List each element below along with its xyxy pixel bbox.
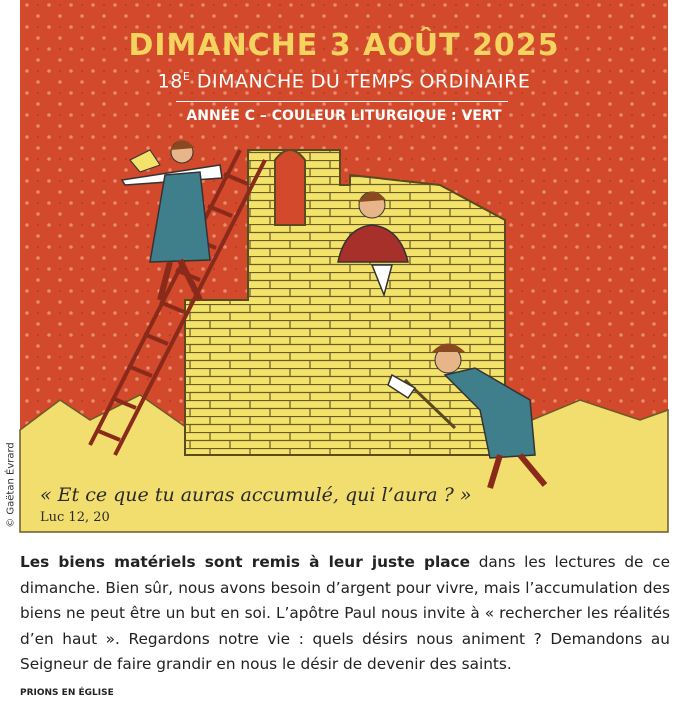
sunday-number: 18 — [157, 70, 183, 93]
sunday-label: DIMANCHE DU TEMPS ORDINAIRE — [190, 70, 531, 93]
sunday-date: DIMANCHE 3 AOÛT 2025 — [128, 28, 560, 63]
article-text: dans les lectures de ce dimanche. Bien sûr, nous avons besoin d’argent pour vivre, mais l’accumulation des biens ne peut être un but en soi. L’apôtre Paul nous invite à « rechercher les réalités d’en haut ». Regardons notre vie : quels désirs nous animent ? Demandons au Seigneur de faire grandir en nous le désir de devenir des saints. — [20, 553, 670, 673]
credit-text: © Gaëtan Évrard — [5, 442, 17, 528]
article-body — [20, 550, 670, 678]
gospel-quote: « Et ce que tu auras accumulé, qui l’aura ? » — [40, 484, 472, 506]
header-divider — [176, 101, 508, 102]
article-lead: Les biens matériels sont remis à leur juste place — [20, 553, 470, 571]
liturgical-year-color: ANNÉE C – COULEUR LITURGIQUE : VERT — [186, 108, 502, 124]
sunday-ordinal: E — [182, 70, 191, 83]
publication-source: PRIONS EN ÉGLISE — [20, 688, 114, 698]
liturgical-sunday — [20, 70, 668, 92]
gospel-reference: Luc 12, 20 — [40, 510, 110, 525]
illustration-credit — [2, 435, 20, 535]
